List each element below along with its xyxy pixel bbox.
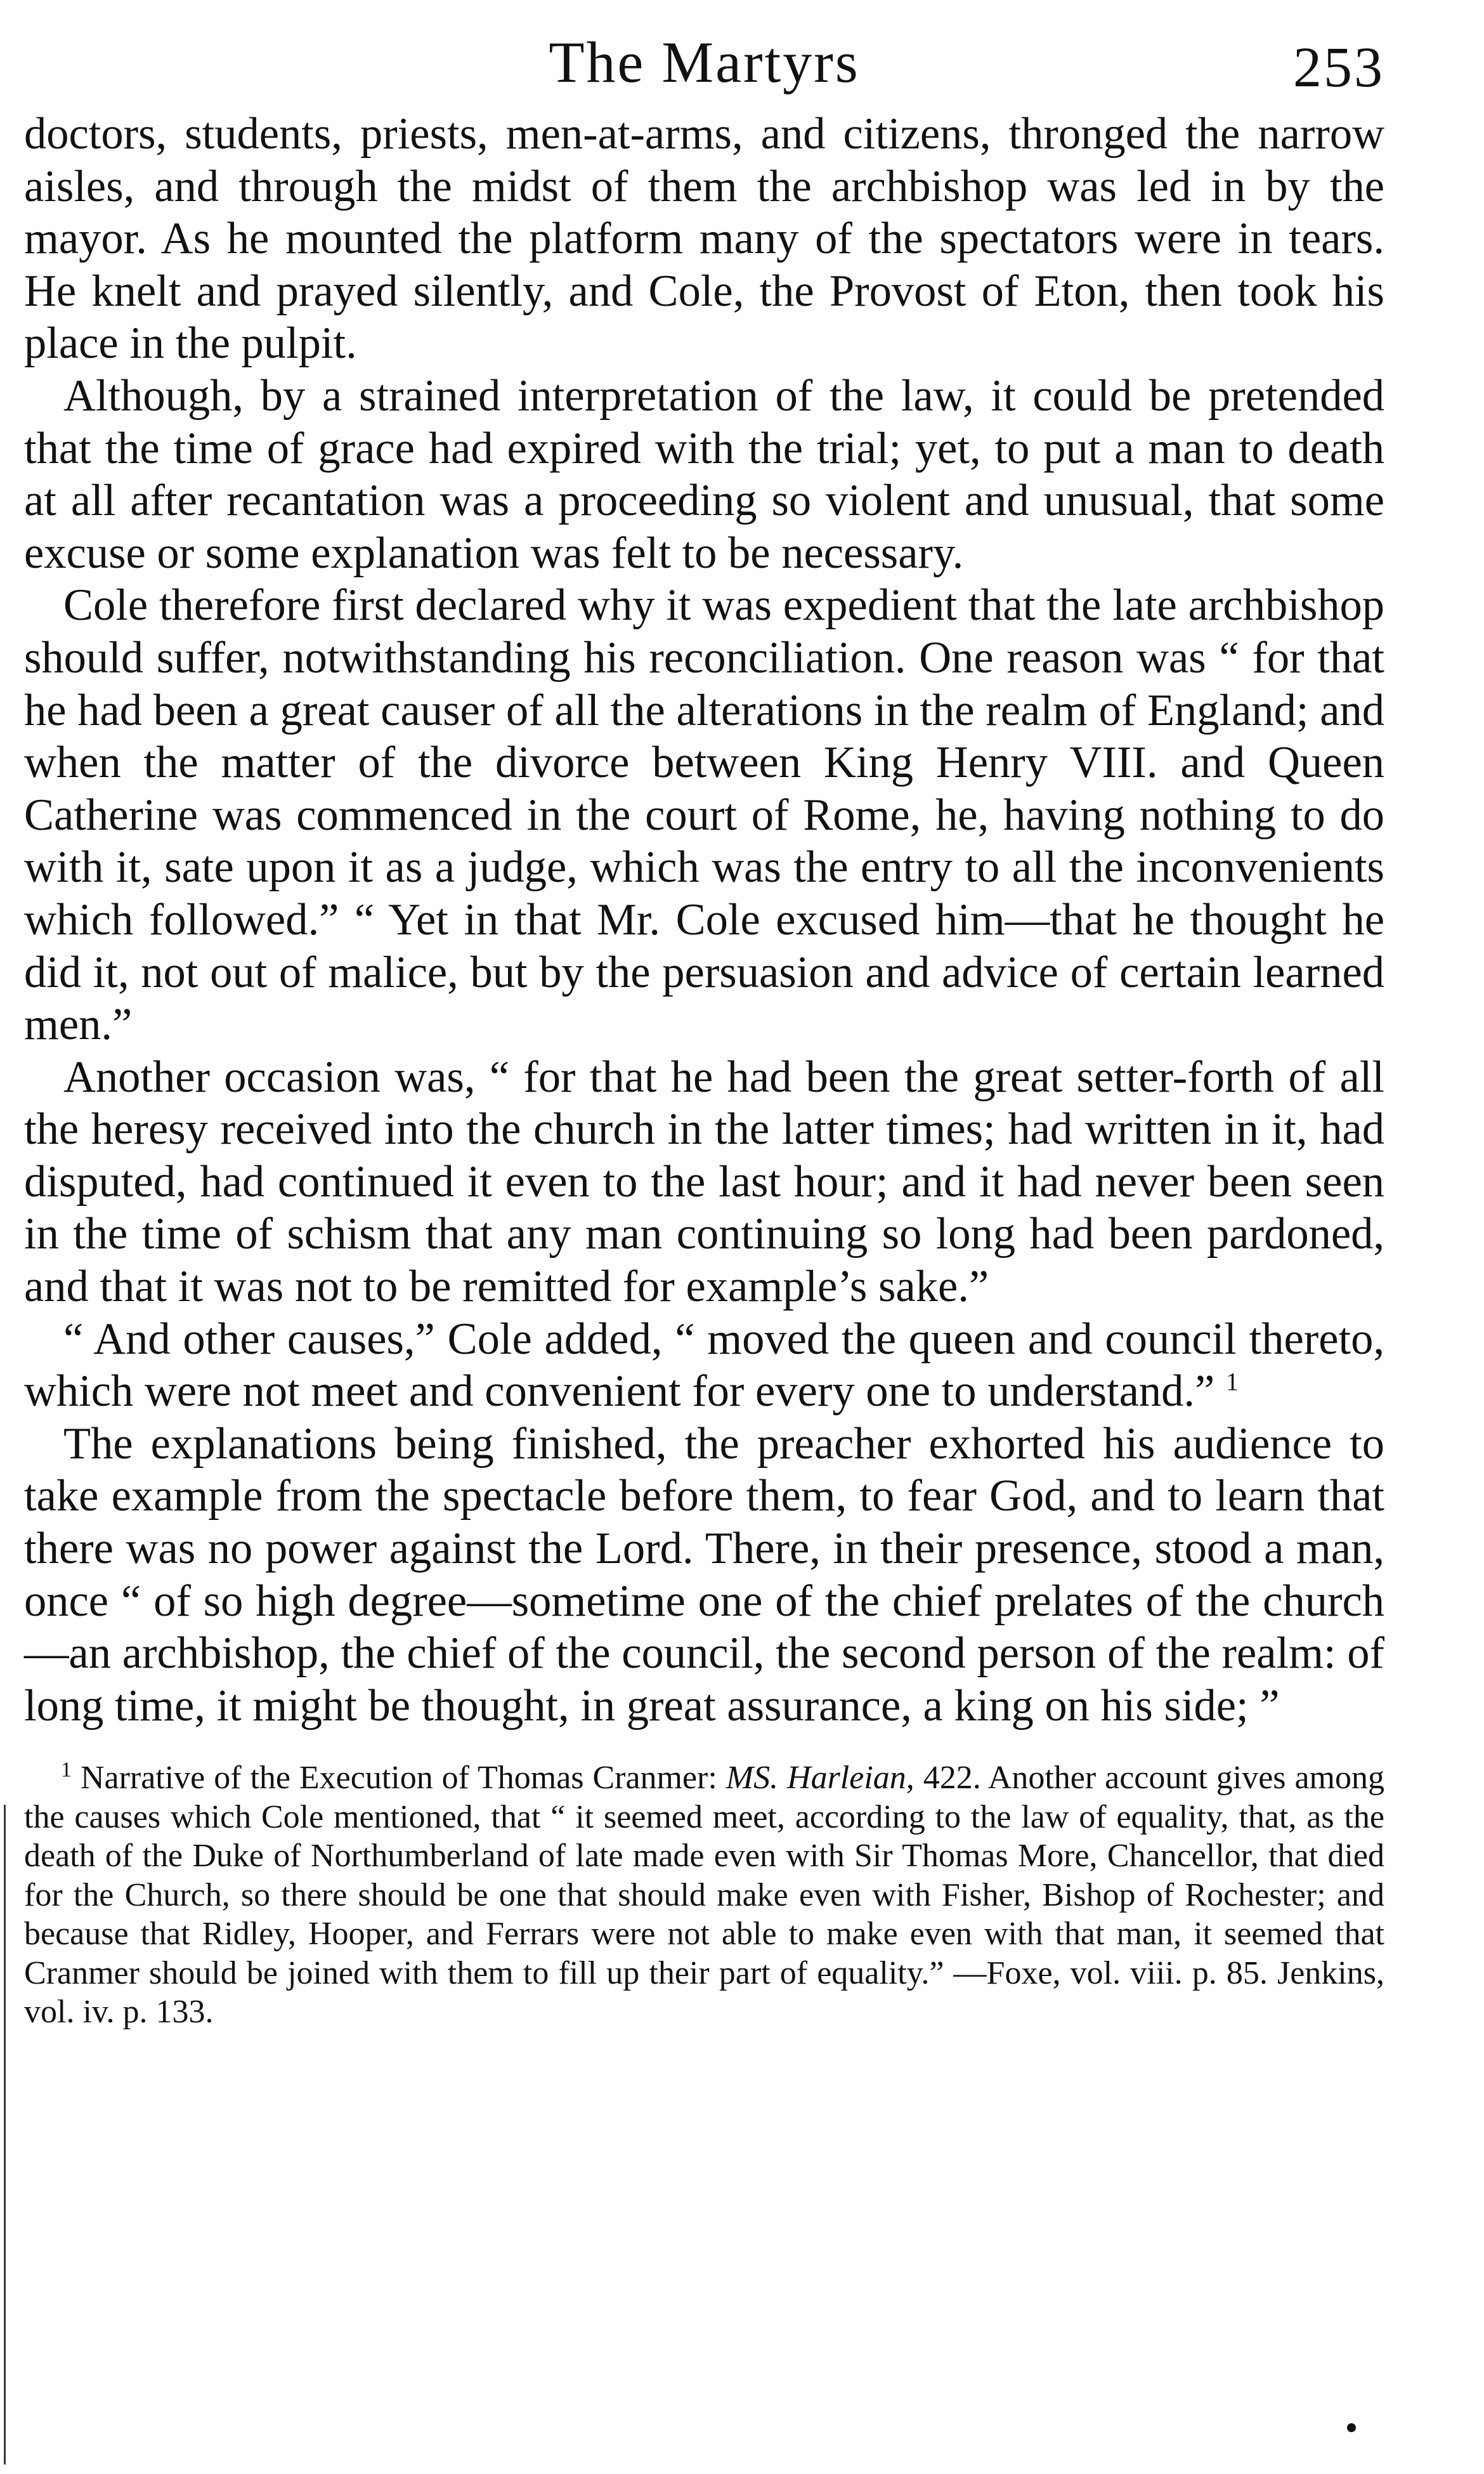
gutter-shadow-line [4,1805,6,2464]
paragraph-with-footnote-ref [24,1313,1384,1418]
footnote [24,1758,1384,2032]
body-text [24,108,1384,1732]
paragraph: Another occasion was, “ for that he had been the great setter-forth of all the heresy received into the church in the latter times; had written in it, had disputed, had continued it even to the last hour; and it had never been seen in the time of schism that any man continuing so long had been pardoned, and that it was not to be remitted for example’s sake.” [24,1052,1384,1312]
footnote-reference: 1 [1225,1367,1239,1396]
running-header [24,25,1384,108]
footnote-source: MS. Harleian, [726,1760,914,1797]
page [24,25,1384,2032]
footnote-mark: 1 [61,1758,72,1783]
paragraph: doctors, students, priests, men-at-arms, and citizens, thronged the narrow aisles, and through the midst of them the archbishop was led in by the mayor. As he mounted the platform many of the spectators were in tears. He knelt and prayed silently, and Cole, the Provost of Eton, then took his place in the pulpit. [24,109,1384,369]
paragraph: Although, by a strained interpretation of the law, it could be pretended that the time of grace had expired with the trial; yet, to put a man to death at all after recantation was a proceeding so violent and unusual, that some excuse or some explanation was felt to be necessary. [24,370,1384,578]
running-title: The Martyrs [549,30,860,95]
page-number: 253 [1293,36,1384,99]
footnote-text-rest: 422. Another account gives among the causes which Cole mentioned, that “ it seemed meet, according to the law of equality, that, as the death of the Duke of Northumberland of late made even with Sir Thomas More, Chancellor, that died for the Church, so there should be one that should make even with Fisher, Bishop of Rochester; and because that Ridley, Hooper, and Ferrars were not able to make even with that man, it seemed that Cranmer should be joined with them to fill up their part of equality.” —Foxe, vol. viii. p. 85. Jenkins, vol. iv. p. 133. [24,1760,1384,2031]
ink-speck [1347,2423,1356,2432]
paragraph-text: “ And other causes,” Cole added, “ moved the queen and council thereto, which were not meet and convenient for every one to understand.” [24,1314,1384,1417]
paragraph: The explanations being finished, the preacher exhorted his audience to take example from the spectacle before them, to fear God, and to learn that there was no power against the Lord. There, in their presence, stood a man, once “ of so high degree—sometime one of the chief prelates of the church—an archbishop, the chief of the council, the second person of the realm: of long time, it might be thought, in great assurance, a king on his side; ” [24,1418,1384,1731]
footnote-text-lead: Narrative of the Execution of Thomas Cranmer: [80,1760,726,1797]
paragraph: Cole therefore first declared why it was expedient that the late archbishop should suffer, notwithstanding his reconciliation. One reason was “ for that he had been a great causer of all the alterations in the realm of England; and when the matter of the divorce between King Henry VIII. and Queen Catherine was commenced in the court of Rome, he, having nothing to do with it, sate upon it as a judge, which was the entry to all the inconvenients which followed.” “ Yet in that Mr. Cole excused him—that he thought he did it, not out of malice, but by the persuasion and advice of certain learned men.” [24,580,1384,1050]
